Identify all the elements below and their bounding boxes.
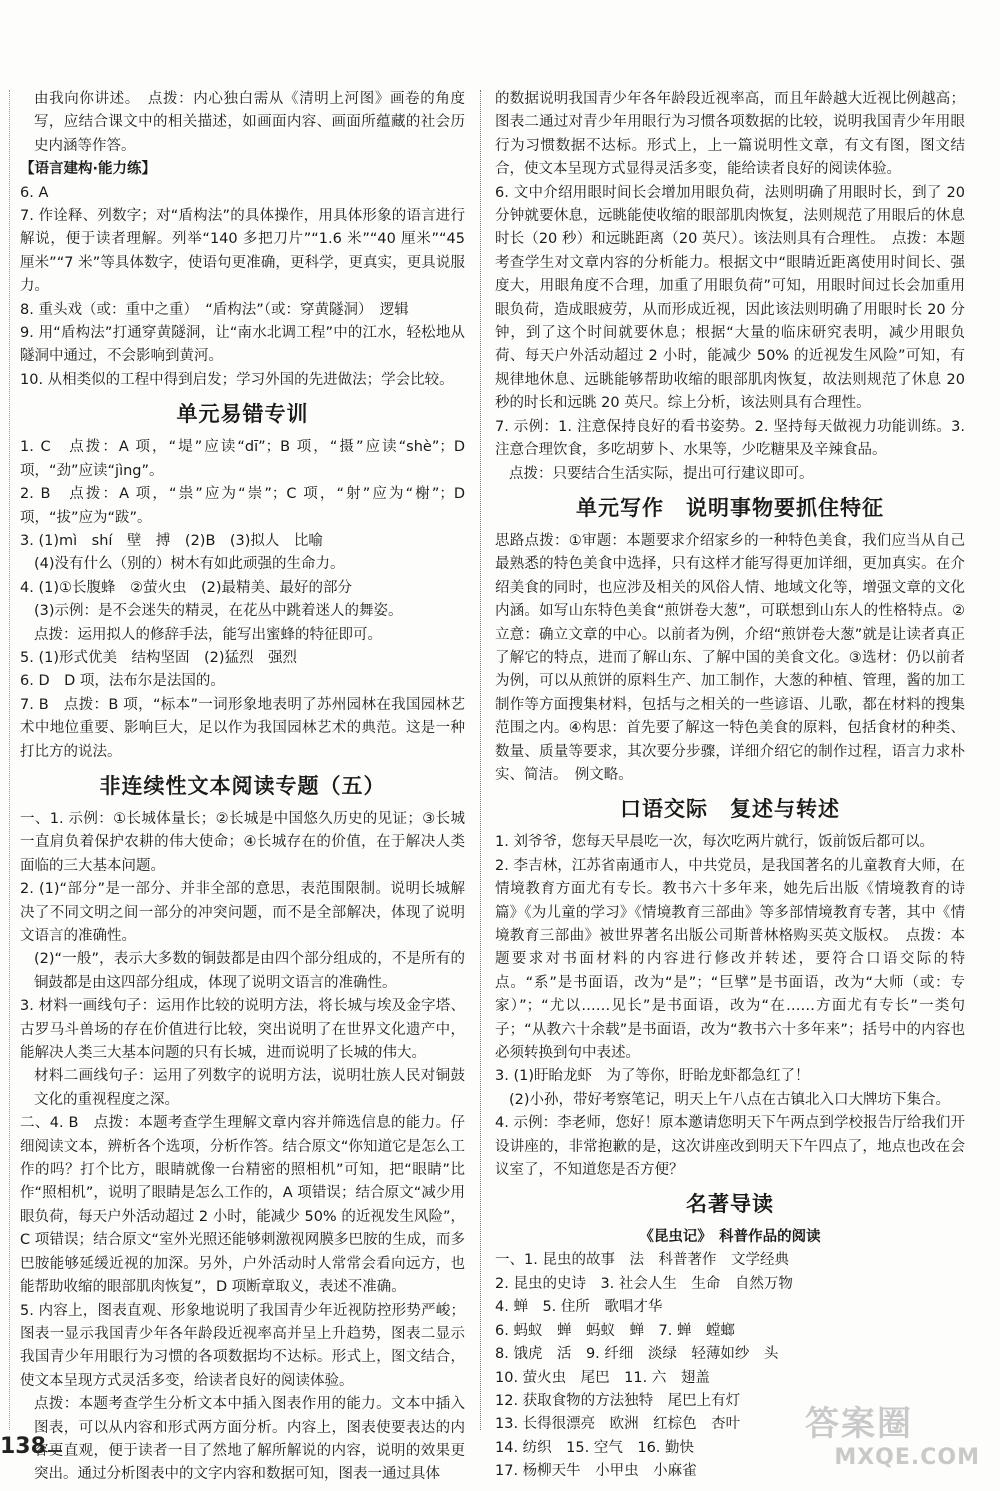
language-section-header: 【语言建构·能力练】 <box>20 161 157 178</box>
writing-guidance: 思路点拨：①审题：本题要求介绍家乡的一种特色美食，我们应当从自己最熟悉的特色美食中选择，只有这样才能写得更加详细，更加真实。在介绍美食的同时，也应涉及相关的风俗人情、地域文化等，增强文章的文化内涵。如写山东特色美食“煎饼卷大葱”，可联想到山东人的性格特点。②立意：确立文章的中心。以前者为例，介绍“煎饼卷大葱”就是让读者真正了解它的特点，进而了解山东、了解中国的美食文化。③选材：仍以前者为例，可以从煎饼的原料生产、加工制作，大葱的种植、管理，酱的加工制作等方面搜集材料，包括与之相关的一些谚语、儿歌，都在材料的搜集范围之内。④构思：首先要了解这一特色美食的原料，包括食材的种类、数量、质量等要求，其次要分步骤，详细介绍它的制作过程，语言力求朴实、简洁。 例文略。 <box>495 532 965 783</box>
answer-item: 二、4. B 点拨：本题考查学生理解文章内容并筛选信息的能力。仔细阅读文本，辨析各个选项，分析作答。结合原文“你知道它是怎么工作的吗？打个比方，眼睛就像一台精密的照相机”可知，把“眼睛”比作“照相机”，说明了眼睛是怎么工作的，A 项错误；结合原文“减少用眼负荷，每天户外活动超过 2 小时，能减少 50% 的近视发生风险”，C 项错误；结合原文“室外光照还能够刺激视网膜多巴胺的生成，而多巴胺能够延缓近视的加深。另外，户外活动时人常常会看向远方，也能帮助收缩的眼部肌肉恢复”，D 项断章取义，表述不准确。 <box>20 1115 465 1296</box>
answer-item: 12. 获取食物的方法独特 尾巴上有灯 <box>495 1392 741 1409</box>
answer-item: (3)示例：是不会迷失的精灵，在花丛中跳着迷人的舞姿。 <box>34 603 403 620</box>
watermark-logo <box>805 1396 980 1478</box>
answer-item: 10. 从相类似的工程中得到启发；学习外国的先进做法；学会比较。 <box>20 371 454 388</box>
answer-item: 材料二画线句子：运用了列数字的说明方法，说明壮族人民对铜鼓文化的重视程度之深。 <box>34 1068 465 1108</box>
answer-item: (2)“一般”，表示大多数的铜鼓都是由四个部分组成的，不是所有的铜鼓都是由这四部分组成，体现了说明文语言的准确性。 <box>34 951 465 991</box>
section-title-error-training: 单元易错专训 <box>176 401 309 427</box>
answer-item: 5. (1)形式优美 结构坚固 (2)猛烈 强烈 <box>20 649 298 666</box>
answer-item: 9. 用“盾构法”打通穿黄隧洞，让“南水北调工程”中的江水，轻松地从隧洞中通过，不会影响到黄河。 <box>20 325 465 365</box>
answer-item: 4. 示例：李老师，您好！原本邀请您明天下午两点到学校报告厅给我们开设讲座的，非常抱歉的是，这次讲座改到明天下午四点了，地点也改在会议室了，不知道您是否方便？ <box>495 1115 965 1179</box>
column-divider <box>480 90 481 1430</box>
page-number: 138 <box>0 1434 46 1459</box>
answer-item: 2. B 点拨：A 项，“祟”应为“崇”；C 项，“射”应为“榭”；D 项，“拔”应为“跋”。 <box>20 486 465 526</box>
answer-item: 4. 蝉 5. 住所 歌唱才华 <box>495 1299 663 1316</box>
section-title-oral-communication: 口语交际 复述与转述 <box>620 796 840 822</box>
page-number-dash <box>48 1450 62 1452</box>
answer-item: 6. D D 项，法布尔是法国的。 <box>20 673 225 690</box>
answer-item: (4)没有什么（别的）树木有如此顽强的生命力。 <box>34 556 345 573</box>
left-column <box>20 88 465 1487</box>
answer-item: 点拨：本题考查学生分析文本中插入图表作用的能力。文本中插入图表，可以从内容和形式两方面分析。内容上，图表使要表达的内容更直观，便于读者一目了然地了解所解说的内容，说明的效果更突出。通过分析图表中的文字内容和数据可知，图表一通过具体 <box>34 1396 465 1483</box>
answer-item: 一、1. 昆虫的故事 法 科普著作 文学经典 <box>495 1252 789 1269</box>
answer-item: 3. (1)mì shí 壁 搏 (2)B (3)拟人 比喻 <box>20 532 323 549</box>
answer-item: 14. 纺织 15. 空气 16. 勤快 <box>495 1439 695 1456</box>
section-title-unit-writing: 单元写作 说明事物要抓住特征 <box>576 494 884 520</box>
answer-item: 2. (1)“部分”是一部分、并非全部的意思，表范围限制。说明长城解决了不同文明之间一部分的冲突问题，而不是全部解决，体现了说明文语言的准确性。 <box>20 881 465 944</box>
answer-item: 3. (1)盱眙龙虾 为了等你，盱眙龙虾都急红了！ <box>495 1068 810 1085</box>
answer-item: 10. 萤火虫 尾巴 11. 六 翅盖 <box>495 1369 710 1386</box>
answer-item: 2. 昆虫的史诗 3. 社会人生 生命 自然万物 <box>495 1275 793 1292</box>
answer-item: 8. 重头戏（或：重中之重） “盾构法”（或：穿黄隧洞） 逻辑 <box>20 301 409 318</box>
answer-item: 4. (1)①长腹蜂 ②萤火虫 (2)最精美、最好的部分 <box>20 579 353 596</box>
answer-continuation: 的数据说明我国青少年各年龄段近视率高，而且年龄越大近视比例越高；图表二通过对青少年用眼行为习惯各项数据的比较，说明我国青少年用眼行为习惯数据不达标。形式上，上一篇说明性文章，有文有图，图文结合，使文本呈现方式显得灵活多变，能给读者良好的阅读体验。 <box>495 91 965 178</box>
answer-item: 5. 内容上，图表直观、形象地说明了我国青少年近视防控形势严峻；图表一显示我国青少年各年龄段近视率高并呈上升趋势，图表二显示我国青少年用眼行为习惯的各项数据均不达标。形式上，图文结合，使文本呈现方式灵活多变，给读者良好的阅读体验。 <box>20 1302 465 1389</box>
answer-item: 7. 作诠释、列数字；对“盾构法”的具体操作，用具体形象的语言进行解说，便于读者理解。列举“140 多把刀片”“1.6 米”“40 厘米”“45 厘米”“7 米”等具体数字，使语句更准确，更科学，更真实，更具说服力。 <box>20 208 465 295</box>
answer-item: 1. C 点拨：A 项，“堤”应读“dī”；B 项，“摄”应读“shè”；D 项，“劲”应读“jìng”。 <box>20 439 465 479</box>
answer-item: 点拨：只要结合生活实际，提出可行建议即可。 <box>509 465 814 482</box>
answer-intro: 由我向你讲述。 点拨：内心独白需从《清明上河图》画卷的角度写，应结合课文中的相关描述，如画面内容、画面所蕴藏的社会历史内涵等作答。 <box>34 91 465 154</box>
answer-item: 6. A <box>20 184 49 201</box>
section-title-classics-reading: 名著导读 <box>686 1191 774 1217</box>
section-title-noncontinuous-text: 非连续性文本阅读专题（五） <box>99 772 386 798</box>
answer-item: 3. 材料一画线句子：运用作比较的说明方法，将长城与埃及金字塔、古罗马斗兽场的存在价值进行比较，突出说明了在世界文化遗产中，能解决人类三大基本问题的只有长城，进而说明了长城的伟大。 <box>20 998 465 1062</box>
answer-item: 8. 饿虎 活 9. 纤细 淡绿 轻薄如纱 头 <box>495 1346 779 1363</box>
right-column <box>495 88 965 1484</box>
answer-item: 6. 文中介绍用眼时间长会增加用眼负荷，法则明确了用眼时长，到了 20 分钟就要休息，远眺能使收缩的眼部肌肉恢复，法则规范了用眼后的休息时长（20 秒）和远眺距离（20 英尺）。该法则具有合理性。 点拨：本题考查学生对文章内容的分析能力。根据文中“眼睛近距离使用时间长、强度大，用眼角度不合理，加重了用眼负荷”可知，用眼时间过长会加重用眼负荷，造成眼疲劳，从而形成近视，因此该法则明确了用眼时长 20 分钟，到了这个时间就要休息；根据“大量的临床研究表明，减少用眼负荷、每天户外活动超过 2 小时，能减少 50% 的近视发生风险”可知，有规律地休息、远眺能够帮助收缩的眼部肌肉恢复，故法则规范了休息 20 秒的时长和远眺 20 英尺。综上分析，该法则具有合理性。 <box>495 184 965 412</box>
answer-item: 6. 蚂蚁 蝉 蚂蚁 蝉 7. 蝉 螳螂 <box>495 1322 735 1339</box>
answer-item: 13. 长得很漂亮 欧洲 红棕色 杏叶 <box>495 1416 741 1433</box>
answer-item: 7. B 点拨：B 项，“标本”一词形象地表明了苏州园林在我国园林艺术中地位重要、影响巨大，足以作为我国园林艺术的典范。这是一种打比方的说法。 <box>20 696 465 760</box>
answer-item: 1. 刘爷爷，您每天早晨吃一次，每次吃两片就行，饭前饭后都可以。 <box>495 834 934 851</box>
section-subtitle-insect-records: 《昆虫记》 科普作品的阅读 <box>639 1229 821 1246</box>
watermark-site: MXQE.COM <box>834 1445 980 1470</box>
answer-item: 一、1. 示例：①长城体量长；②长城是中国悠久历史的见证；③长城一直肩负着保护农耕的伟大使命；④长城存在的价值，在于解决人类面临的三大基本问题。 <box>20 810 465 874</box>
page-border-left <box>9 90 10 1430</box>
answer-item: 17. 杨柳天牛 小甲虫 小麻雀 <box>495 1463 697 1480</box>
answer-item: (2)小孙，带好考察笔记，明天上午八点在古镇北入口大牌坊下集合。 <box>509 1091 951 1108</box>
answer-item: 7. 示例：1. 注意保持良好的看书姿势。2. 坚持每天做视力功能训练。3. 注意合理饮食，多吃胡萝卜、水果等，少吃糖果及辛辣食品。 <box>495 418 965 459</box>
watermark-mark: 答案圈 <box>805 1404 913 1444</box>
answer-item: 点拨：运用拟人的修辞手法，能写出蜜蜂的特征即可。 <box>34 626 382 643</box>
answer-item: 2. 李吉林，江苏省南通市人，中共党员，是我国著名的儿童教育大师，在情境教育方面尤有专长。教书六十多年来，她先后出版《情境教育的诗篇》《为儿童的学习》《情境教育三部曲》等多部情境教育专著，其中《情境教育三部曲》被世界著名出版公司斯普林格购买英文版权。 点拨：本题要求对书面材料的内容进行修改并转述，要符合口语交际的特点。“系”是书面语，改为“是”；“巨擘”是书面语，改为“大师（或：专家）”；“尤以……见长”是书面语，改为“在……方面尤有专长”一类句子；“从教六十余载”是书面语，改为“教书六十多年来”；括号中的内容也必须转换到句中表述。 <box>495 857 965 1062</box>
